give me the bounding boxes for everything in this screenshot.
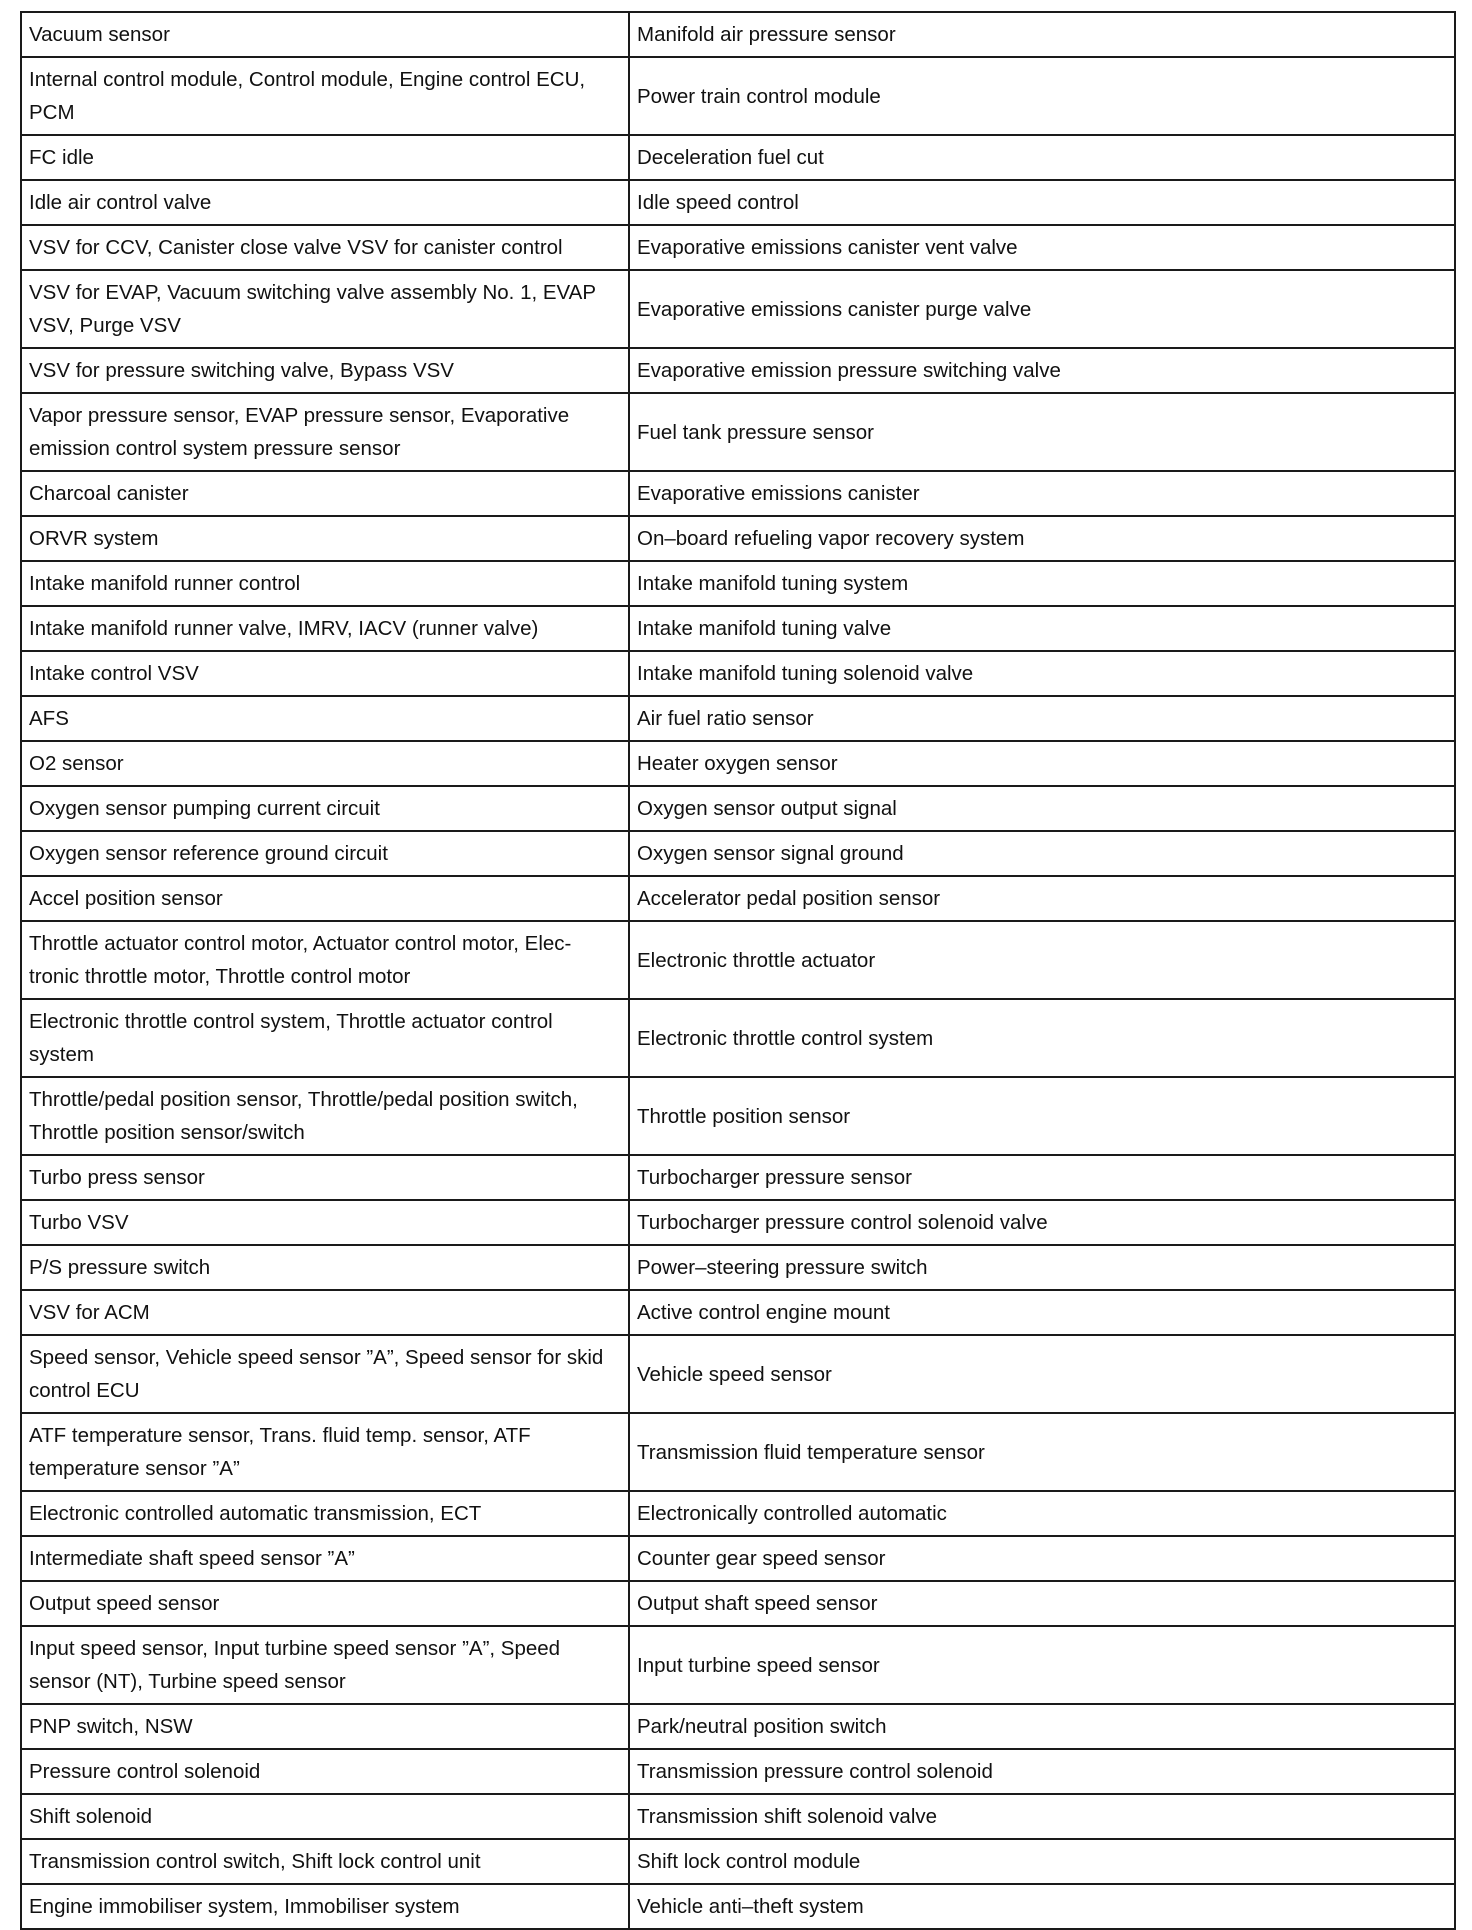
- table-cell-right: Turbocharger pressure sensor: [629, 1155, 1455, 1200]
- table-cell-right: Intake manifold tuning system: [629, 561, 1455, 606]
- table-cell-left: Internal control module, Control module, Engine control ECU, PCM: [21, 57, 629, 135]
- table-row: [21, 606, 1455, 651]
- table-row: [21, 1245, 1455, 1290]
- table-row: [21, 1155, 1455, 1200]
- table-cell-left: O2 sensor: [21, 741, 629, 786]
- table-row: [21, 270, 1455, 348]
- table-row: [21, 651, 1455, 696]
- table-row: [21, 348, 1455, 393]
- table-cell-right: Transmission shift solenoid valve: [629, 1794, 1455, 1839]
- table-cell-left: Throttle/pedal position sensor, Throttle/pedal position switch, Throttle position sensor/switch: [21, 1077, 629, 1155]
- table-cell-right: Accelerator pedal position sensor: [629, 876, 1455, 921]
- table-cell-left: Engine immobiliser system, Immobiliser system: [21, 1884, 629, 1929]
- table-cell-right: Transmission fluid temperature sensor: [629, 1413, 1455, 1491]
- table-cell-right: Intake manifold tuning solenoid valve: [629, 651, 1455, 696]
- table-cell-right: Power train control module: [629, 57, 1455, 135]
- table-cell-right: Counter gear speed sensor: [629, 1536, 1455, 1581]
- table-cell-left: ORVR system: [21, 516, 629, 561]
- table-cell-right: Oxygen sensor signal ground: [629, 831, 1455, 876]
- table-cell-right: Evaporative emissions canister: [629, 471, 1455, 516]
- table-row: [21, 696, 1455, 741]
- table-row: [21, 1335, 1455, 1413]
- table-row: [21, 1884, 1455, 1929]
- table-cell-right: Output shaft speed sensor: [629, 1581, 1455, 1626]
- table-row: [21, 1704, 1455, 1749]
- table-row: [21, 57, 1455, 135]
- table-cell-right: Park/neutral position switch: [629, 1704, 1455, 1749]
- table-cell-left: Vacuum sensor: [21, 12, 629, 57]
- table-cell-left: Electronic controlled automatic transmission, ECT: [21, 1491, 629, 1536]
- table-row: [21, 1290, 1455, 1335]
- table-cell-right: Electronic throttle control system: [629, 999, 1455, 1077]
- table-cell-left: Accel position sensor: [21, 876, 629, 921]
- table-cell-left: Input speed sensor, Input turbine speed sensor ”A”, Speed sensor (NT), Turbine speed sensor: [21, 1626, 629, 1704]
- table-cell-right: Evaporative emission pressure switching valve: [629, 348, 1455, 393]
- table-cell-left: Oxygen sensor pumping current circuit: [21, 786, 629, 831]
- table-row: [21, 1626, 1455, 1704]
- table-cell-right: Power–steering pressure switch: [629, 1245, 1455, 1290]
- table-cell-left: Intake control VSV: [21, 651, 629, 696]
- table-cell-left: FC idle: [21, 135, 629, 180]
- table-row: [21, 831, 1455, 876]
- table-cell-right: Evaporative emissions canister purge valve: [629, 270, 1455, 348]
- table-row: [21, 516, 1455, 561]
- table-cell-right: Vehicle anti–theft system: [629, 1884, 1455, 1929]
- table-cell-left: Electronic throttle control system, Throttle actuator control system: [21, 999, 629, 1077]
- table-row: [21, 1200, 1455, 1245]
- table-cell-right: Oxygen sensor output signal: [629, 786, 1455, 831]
- table-row: [21, 1794, 1455, 1839]
- table-row: [21, 786, 1455, 831]
- table-row: [21, 135, 1455, 180]
- table-cell-left: Turbo press sensor: [21, 1155, 629, 1200]
- table-cell-left: Speed sensor, Vehicle speed sensor ”A”, Speed sensor for skid control ECU: [21, 1335, 629, 1413]
- table-row: [21, 393, 1455, 471]
- table-cell-left: VSV for CCV, Canister close valve VSV for canister control: [21, 225, 629, 270]
- table-cell-right: Heater oxygen sensor: [629, 741, 1455, 786]
- table-cell-left: Throttle actuator control motor, Actuator control motor, Elec- tronic throttle motor, Throttle control motor: [21, 921, 629, 999]
- table-cell-left: Intermediate shaft speed sensor ”A”: [21, 1536, 629, 1581]
- table-row: [21, 1413, 1455, 1491]
- table-cell-left: PNP switch, NSW: [21, 1704, 629, 1749]
- table-row: [21, 180, 1455, 225]
- table-cell-left: Intake manifold runner valve, IMRV, IACV (runner valve): [21, 606, 629, 651]
- table-cell-left: Transmission control switch, Shift lock control unit: [21, 1839, 629, 1884]
- table-cell-left: Idle air control valve: [21, 180, 629, 225]
- table-row: [21, 1536, 1455, 1581]
- table-cell-right: Air fuel ratio sensor: [629, 696, 1455, 741]
- table-row: [21, 876, 1455, 921]
- table-cell-left: Output speed sensor: [21, 1581, 629, 1626]
- table-cell-left: Vapor pressure sensor, EVAP pressure sensor, Evaporative emission control system pressure sensor: [21, 393, 629, 471]
- table-row: [21, 471, 1455, 516]
- table-cell-right: Electronic throttle actuator: [629, 921, 1455, 999]
- table-cell-right: Manifold air pressure sensor: [629, 12, 1455, 57]
- table-cell-right: Intake manifold tuning valve: [629, 606, 1455, 651]
- table-row: [21, 225, 1455, 270]
- table-cell-right: Idle speed control: [629, 180, 1455, 225]
- table-row: [21, 741, 1455, 786]
- table-cell-right: On–board refueling vapor recovery system: [629, 516, 1455, 561]
- table-cell-right: Electronically controlled automatic: [629, 1491, 1455, 1536]
- table-cell-left: Charcoal canister: [21, 471, 629, 516]
- table-cell-left: ATF temperature sensor, Trans. fluid temp. sensor, ATF temperature sensor ”A”: [21, 1413, 629, 1491]
- table-cell-left: Intake manifold runner control: [21, 561, 629, 606]
- table-row: [21, 921, 1455, 999]
- table-cell-right: Turbocharger pressure control solenoid valve: [629, 1200, 1455, 1245]
- table-cell-left: P/S pressure switch: [21, 1245, 629, 1290]
- table-row: [21, 561, 1455, 606]
- table-cell-left: VSV for ACM: [21, 1290, 629, 1335]
- table-cell-left: Shift solenoid: [21, 1794, 629, 1839]
- table-cell-right: Vehicle speed sensor: [629, 1335, 1455, 1413]
- table-cell-right: Active control engine mount: [629, 1290, 1455, 1335]
- table-row: [21, 1581, 1455, 1626]
- table-cell-left: VSV for EVAP, Vacuum switching valve assembly No. 1, EVAP VSV, Purge VSV: [21, 270, 629, 348]
- table-cell-left: Oxygen sensor reference ground circuit: [21, 831, 629, 876]
- table-cell-right: Throttle position sensor: [629, 1077, 1455, 1155]
- table-cell-right: Shift lock control module: [629, 1839, 1455, 1884]
- table-cell-left: Pressure control solenoid: [21, 1749, 629, 1794]
- table-cell-right: Fuel tank pressure sensor: [629, 393, 1455, 471]
- table-cell-right: Input turbine speed sensor: [629, 1626, 1455, 1704]
- table-cell-left: Turbo VSV: [21, 1200, 629, 1245]
- table-row: [21, 1077, 1455, 1155]
- table-row: [21, 1839, 1455, 1884]
- terminology-table-body: [21, 12, 1455, 1929]
- table-cell-left: VSV for pressure switching valve, Bypass VSV: [21, 348, 629, 393]
- table-row: [21, 1491, 1455, 1536]
- table-cell-right: Evaporative emissions canister vent valve: [629, 225, 1455, 270]
- table-cell-right: Deceleration fuel cut: [629, 135, 1455, 180]
- table-row: [21, 12, 1455, 57]
- terminology-table: [20, 11, 1456, 1930]
- table-cell-right: Transmission pressure control solenoid: [629, 1749, 1455, 1794]
- table-cell-left: AFS: [21, 696, 629, 741]
- table-row: [21, 999, 1455, 1077]
- table-row: [21, 1749, 1455, 1794]
